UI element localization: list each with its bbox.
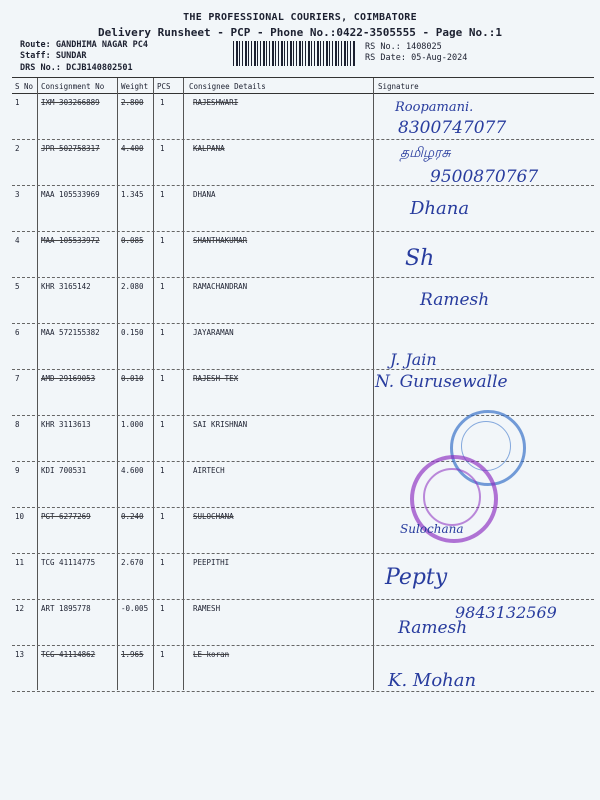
col-consignment-header: Consignment No	[41, 82, 105, 91]
row-separator	[12, 277, 594, 278]
signature-row-12-phone: 9843132569	[455, 603, 557, 622]
row-weight: 2.800	[121, 98, 144, 107]
row-weight: 4.600	[121, 466, 144, 475]
signature-row-11: Pepty	[385, 565, 448, 590]
row-pcs: 1	[160, 420, 165, 429]
row-weight: 2.670	[121, 558, 144, 567]
signature-row-2-name: தமிழரசு	[400, 145, 451, 161]
signature-row-1-name: Roopamani.	[395, 100, 474, 115]
col-consignee-header: Consignee Details	[189, 82, 266, 91]
rs-date-info	[365, 53, 467, 63]
row-separator	[12, 369, 594, 370]
row-sno: 8	[15, 420, 20, 429]
rs-no-label: RS No.:	[365, 42, 401, 52]
row-pcs: 1	[160, 190, 165, 199]
row-separator	[12, 645, 594, 646]
row-consignee: SULOCHANA	[193, 512, 234, 521]
signature-row-5: Ramesh	[420, 290, 490, 310]
row-consignment-no: IXM 303266889	[41, 98, 100, 107]
row-consignee: SAI KRISHNAN	[193, 420, 248, 429]
table-top-rule	[12, 77, 594, 78]
row-consignee: RAMESH	[193, 604, 221, 613]
signature-row-4: Sh	[405, 246, 435, 271]
company-title: THE PROFESSIONAL COURIERS, COIMBATORE	[183, 12, 417, 23]
drs-label: DRS No.:	[20, 63, 61, 73]
row-pcs: 1	[160, 236, 165, 245]
row-consignment-no: TCG 41114775	[41, 558, 96, 567]
signature-row-1-phone: 8300747077	[398, 118, 507, 138]
row-weight: 0.010	[121, 374, 144, 383]
table-row	[0, 650, 600, 694]
route-label: Route:	[20, 40, 51, 50]
col-weight-header: Weight	[121, 82, 149, 91]
row-sno: 1	[15, 98, 20, 107]
table-row	[0, 98, 600, 142]
staff-info	[20, 51, 87, 61]
row-pcs: 1	[160, 558, 165, 567]
row-separator	[12, 139, 594, 140]
row-pcs: 1	[160, 650, 165, 659]
row-consignee: LE koran	[193, 650, 230, 659]
row-sno: 11	[15, 558, 25, 567]
row-consignment-no: KDI 700531	[41, 466, 87, 475]
table-row	[0, 282, 600, 326]
row-sno: 7	[15, 374, 20, 383]
row-sno: 9	[15, 466, 20, 475]
rs-date-value: 05-Aug-2024	[411, 53, 468, 63]
signature-row-7-b: N. Gurusewalle	[375, 372, 508, 392]
row-separator	[12, 599, 594, 600]
row-weight: 4.400	[121, 144, 144, 153]
row-pcs: 1	[160, 328, 165, 337]
row-consignee: SHANTHAKUMAR	[193, 236, 248, 245]
row-consignment-no: MAA 105533969	[41, 190, 100, 199]
row-consignee: RAMACHANDRAN	[193, 282, 248, 291]
row-weight: 1.345	[121, 190, 144, 199]
row-consignment-no: MAA 105533972	[41, 236, 100, 245]
row-separator	[12, 553, 594, 554]
row-consignment-no: TCG 41114862	[41, 650, 96, 659]
col-pcs-header: PCS	[157, 82, 171, 91]
drs-value: DCJB140802501	[66, 63, 133, 73]
row-pcs: 1	[160, 144, 165, 153]
row-sno: 10	[15, 512, 25, 521]
col-signature-header: Signature	[378, 82, 419, 91]
row-sno: 2	[15, 144, 20, 153]
drs-info	[20, 63, 133, 73]
row-consignee: RAJESH TEX	[193, 374, 239, 383]
row-sno: 6	[15, 328, 20, 337]
row-pcs: 1	[160, 466, 165, 475]
row-consignment-no: KHR 3113613	[41, 420, 91, 429]
row-weight: 0.240	[121, 512, 144, 521]
row-separator	[12, 691, 594, 692]
header-rule	[12, 93, 594, 94]
row-consignee: RAJESHWARI	[193, 98, 239, 107]
signature-row-10: Sulochana	[400, 522, 464, 536]
rs-no-value: 1408025	[405, 42, 442, 52]
rs-no-info	[365, 42, 442, 52]
row-pcs: 1	[160, 604, 165, 613]
row-consignment-no: MAA 572155382	[41, 328, 100, 337]
row-weight: 1.965	[121, 650, 144, 659]
row-pcs: 1	[160, 374, 165, 383]
table-row	[0, 328, 600, 372]
row-consignment-no: KHR 3165142	[41, 282, 91, 291]
row-separator	[12, 507, 594, 508]
runsheet-title: Delivery Runsheet - PCP - Phone No.:0422-3505555 - Page No.:1	[98, 26, 502, 39]
table-row	[0, 558, 600, 602]
table-row	[0, 190, 600, 234]
col-sno-header: S No	[15, 82, 34, 91]
row-weight: 0.085	[121, 236, 144, 245]
table-row	[0, 236, 600, 280]
row-consignee: KALPANA	[193, 144, 225, 153]
row-weight: -0.005	[121, 604, 149, 613]
row-sno: 4	[15, 236, 20, 245]
table-row	[0, 512, 600, 556]
row-sno: 3	[15, 190, 20, 199]
staff-value: SUNDAR	[55, 51, 87, 61]
row-pcs: 1	[160, 512, 165, 521]
row-sno: 13	[15, 650, 25, 659]
row-sno: 12	[15, 604, 25, 613]
signature-row-12-name: Ramesh	[398, 618, 468, 638]
row-consignment-no: JPR 502758317	[41, 144, 100, 153]
signature-row-7-a: J. Jain	[390, 350, 437, 369]
barcode	[233, 41, 355, 66]
row-pcs: 1	[160, 98, 165, 107]
row-consignee: JAYARAMAN	[193, 328, 234, 337]
row-consignment-no: ART 1895778	[41, 604, 91, 613]
signature-row-13: K. Mohan	[388, 670, 477, 691]
signature-row-3: Dhana	[410, 198, 470, 219]
route-info	[20, 40, 148, 50]
row-weight: 2.080	[121, 282, 144, 291]
row-sno: 5	[15, 282, 20, 291]
row-consignment-no: PGT 6277269	[41, 512, 91, 521]
row-separator	[12, 231, 594, 232]
row-consignee: DHANA	[193, 190, 216, 199]
route-value: GANDHIMA NAGAR PC4	[55, 40, 148, 50]
row-consignee: AIRTECH	[193, 466, 225, 475]
table-row	[0, 374, 600, 418]
row-consignee: PEEPITHI	[193, 558, 230, 567]
row-consignment-no: AMD 29169053	[41, 374, 96, 383]
row-weight: 1.000	[121, 420, 144, 429]
row-weight: 0.150	[121, 328, 144, 337]
row-separator	[12, 323, 594, 324]
signature-row-2-phone: 9500870767	[430, 167, 539, 187]
rs-date-label: RS Date:	[365, 53, 406, 63]
staff-label: Staff:	[20, 51, 51, 61]
row-pcs: 1	[160, 282, 165, 291]
